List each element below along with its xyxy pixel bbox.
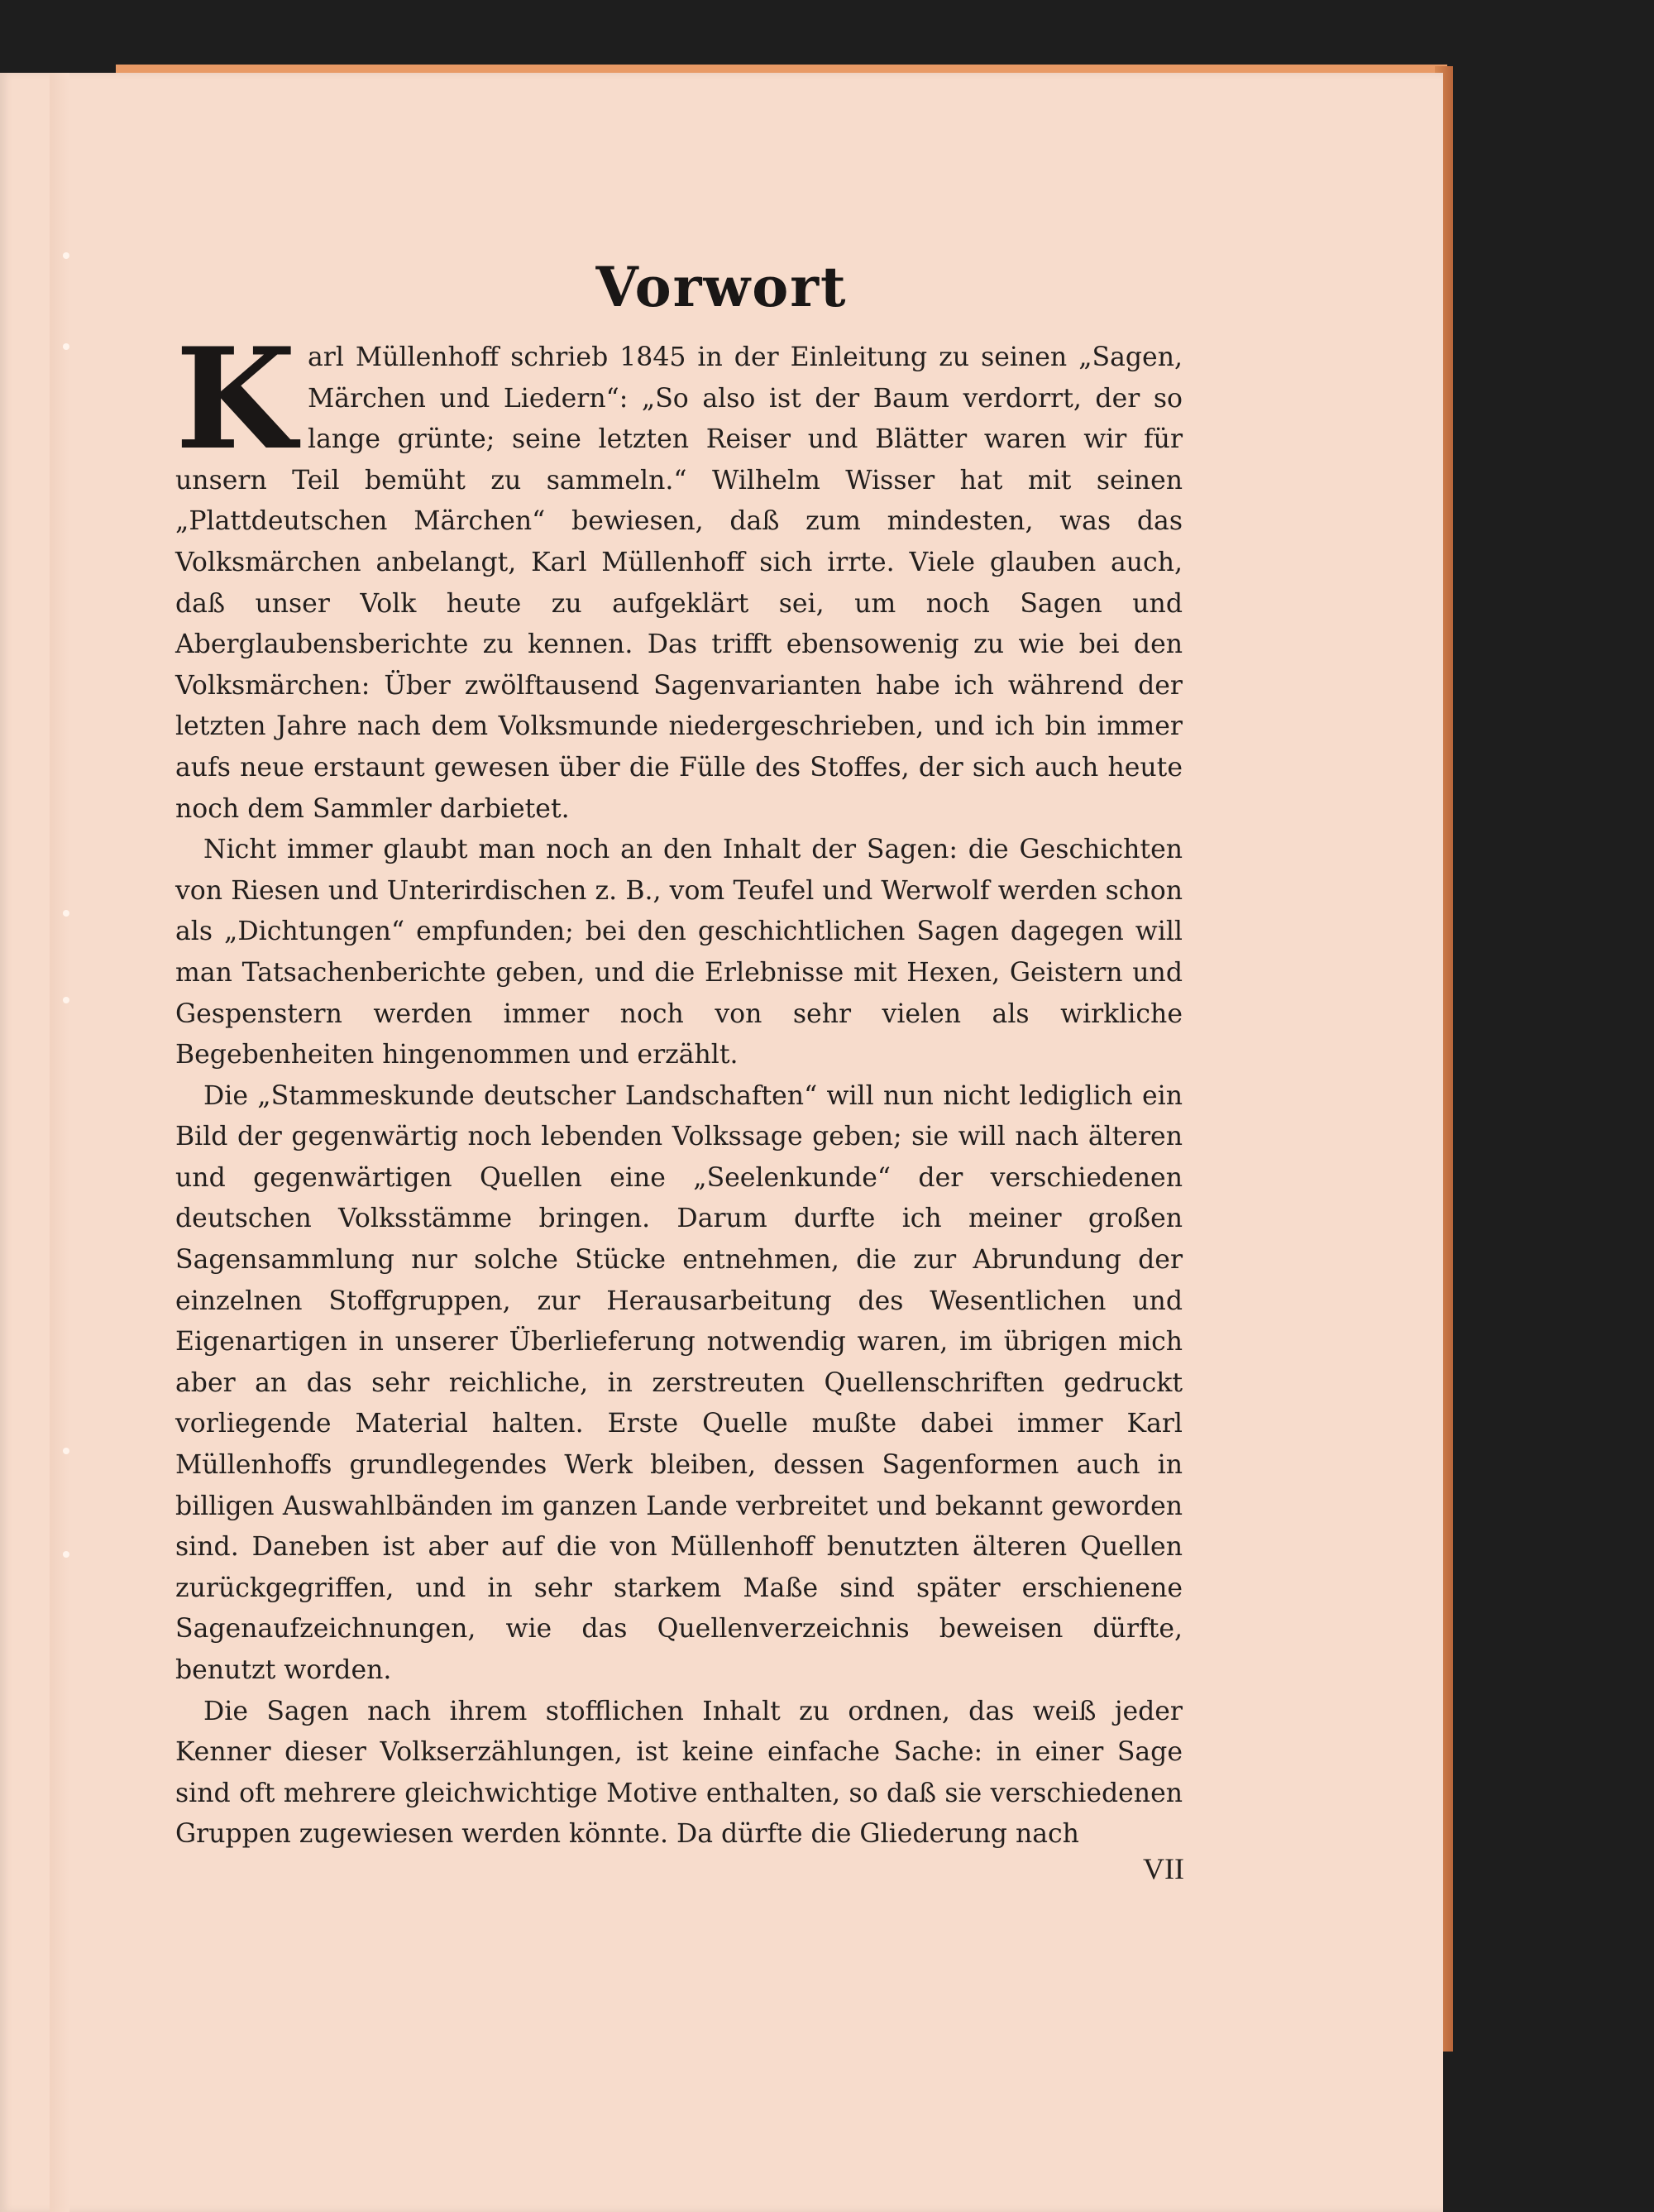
paragraph-text: arl Müllenhoff schrieb 1845 in der Einleitung zu seinen „Sagen, Märchen und Liedern“: „So also ist der Baum verdorrt, der so lange grünte; seine letzten Reiser und Blätter waren wir für unsern Teil bemüht zu sammeln.“ Wilhelm Wisser hat mit seinen „Plattdeutschen Märchen“ bewiesen, daß zum mindesten, was das Volksmärchen anbelangt, Karl Müllenhoff sich irrte. Viele glauben auch, daß unser Volk heute zu aufgeklärt sei, um noch Sagen und Aberglaubensberichte zu kennen. Das trifft ebensowenig zu wie bei den Volksmärchen: Über zwölftausend Sagenvarianten habe ich während der letzten Jahre nach dem Volksmunde niedergeschrieben, und ich bin immer aufs neue erstaunt gewesen über die Fülle des Stoffes, der sich auch heute noch dem Sammler darbietet. xyxy=(175,342,1183,824)
paragraph-3: Die „Stammeskunde deutscher Landschaften“ will nun nicht lediglich ein Bild der gegenwärtig noch lebenden Volkssage geben; sie will nach älteren und gegenwärtigen Quellen eine „Seelenkunde“ der verschiedenen deutschen Volksstämme bringen. Darum durfte ich meiner großen Sagensammlung nur solche Stücke entnehmen, die zur Abrundung der einzelnen Stoffgruppen, zur Herausarbeitung des Wesentlichen und Eigenartigen in unserer Überlieferung notwendig waren, im übrigen mich aber an das sehr reichliche, in zerstreuten Quellenschriften gedruckt vorliegende Material halten. Erste Quelle mußte dabei immer Karl Müllenhoffs grundlegendes Werk bleiben, dessen Sagenformen auch in billigen Auswahlbänden im ganzen Lande verbreitet und bekannt geworden sind. Daneben ist aber auf die von Müllenhoff benutzten älteren Quellen zurückgegriffen, und in sehr starkem Maße sind später erschienene Sagenaufzeichnungen, wie das Quellenverzeichnis beweisen dürfte, benutzt worden. xyxy=(175,1080,1183,1685)
paragraph-4: Die Sagen nach ihrem stofflichen Inhalt zu ordnen, das weiß jeder Kenner dieser Volkserzählungen, ist keine einfache Sache: in einer Sage sind oft mehrere gleichwichtige Motive enthalten, so daß sie verschiedenen Gruppen zugewiesen werden könnte. Da dürfte die Gliederung nach xyxy=(175,1696,1183,1850)
body-text xyxy=(175,317,1183,1855)
stitch-mark xyxy=(63,1551,69,1558)
stitch-mark xyxy=(63,1448,69,1454)
page-gutter xyxy=(50,73,69,2212)
drop-cap: K xyxy=(175,317,297,481)
paragraph-1 xyxy=(175,317,1183,830)
stitch-mark xyxy=(63,343,69,350)
stitch-mark xyxy=(63,997,69,1003)
page-number: VII xyxy=(1143,1852,1184,1885)
page-title: Vorwort xyxy=(595,255,848,319)
paragraph-2: Nicht immer glaubt man noch an den Inhalt der Sagen: die Geschichten von Riesen und Unterirdischen z. B., vom Teufel und Werwolf werden schon als „Dichtungen“ empfunden; bei den geschichtlichen Sagen dagegen will man Tatsachenberichte geben, und die Erlebnisse mit Hexen, Geistern und Gespenstern werden immer noch von sehr vielen als wirkliche Begebenheiten hingenommen und erzählt. xyxy=(175,835,1183,1070)
stitch-mark xyxy=(63,910,69,917)
